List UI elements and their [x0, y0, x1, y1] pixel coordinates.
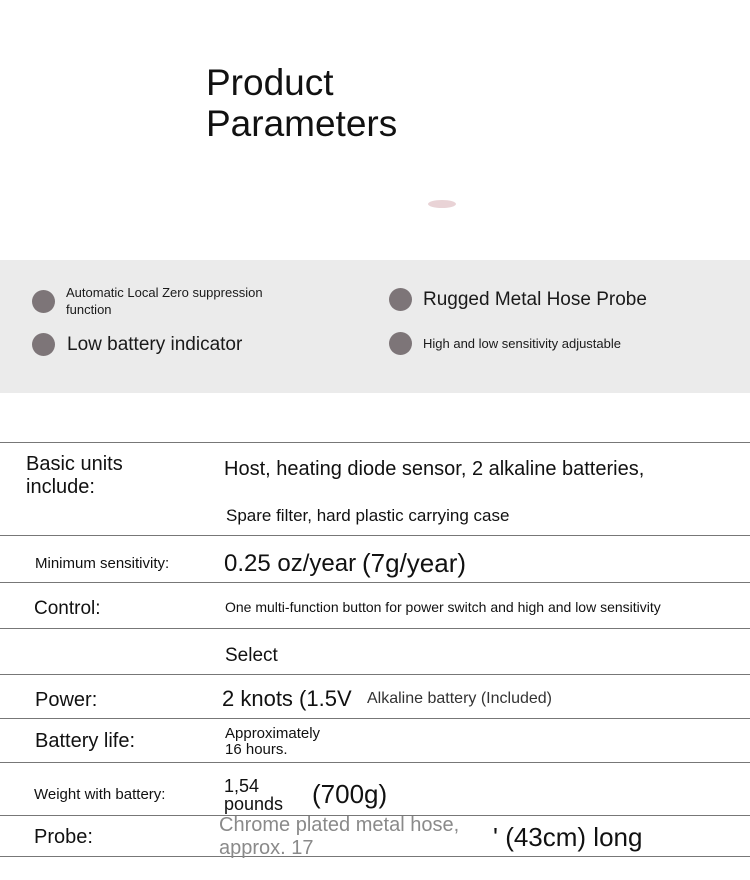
feature-label: Rugged Metal Hose Probe: [423, 288, 647, 310]
table-rule: [0, 442, 750, 443]
spec-label-weight: Weight with battery:: [34, 786, 166, 803]
feature-item: [389, 332, 621, 355]
bullet-icon: [32, 333, 55, 356]
feature-label: Low battery indicator: [67, 333, 243, 355]
table-rule: [0, 762, 750, 763]
decorative-smudge: [428, 200, 456, 208]
spec-label-basic-units: Basic units include:: [26, 453, 123, 498]
spec-label-battery-life: Battery life:: [35, 730, 136, 752]
feature-item: [389, 288, 647, 311]
table-rule: [0, 674, 750, 675]
spec-label-control: Control:: [34, 598, 101, 619]
spec-value-probe-length: approx. 17: [219, 837, 314, 859]
bullet-icon: [389, 288, 412, 311]
spec-value-control-extra: Select: [225, 645, 278, 666]
spec-value-probe: Chrome plated metal hose,: [219, 814, 460, 836]
feature-label: Automatic Local Zero suppression function: [66, 285, 263, 317]
table-rule: [0, 582, 750, 583]
spec-label-probe: Probe:: [34, 826, 93, 848]
spec-value-battery-life-hours: 16 hours.: [225, 741, 288, 758]
spec-value-basic-units-extra: Spare filter, hard plastic carrying case: [226, 506, 510, 525]
table-rule: [0, 718, 750, 719]
feature-band: [0, 260, 750, 393]
feature-label: High and low sensitivity adjustable: [423, 336, 621, 351]
spec-value-min-sensitivity-metric: (7g/year): [362, 548, 467, 578]
table-rule: [0, 628, 750, 629]
spec-value-control: One multi-function button for power switch and high and low sensitivity: [225, 599, 661, 615]
table-rule: [0, 535, 750, 536]
page-title: Product Parameters: [206, 62, 398, 144]
spec-value-weight-metric: (700g): [312, 779, 388, 809]
spec-value-power-battery: Alkaline battery (Included): [367, 690, 552, 707]
spec-label-min-sensitivity: Minimum sensitivity:: [35, 555, 170, 572]
spec-value-basic-units: Host, heating diode sensor, 2 alkaline batteries,: [224, 458, 645, 480]
bullet-icon: [389, 332, 412, 355]
feature-item: [32, 333, 242, 356]
spec-label-power: Power:: [35, 689, 98, 711]
spec-value-battery-life: Approximately: [225, 725, 321, 742]
spec-value-power: 2 knots (1.5V: [222, 686, 352, 711]
spec-value-weight-unit: pounds: [224, 794, 284, 814]
table-rule: [0, 856, 750, 857]
bullet-icon: [32, 290, 55, 313]
spec-value-weight: 1,54: [224, 776, 260, 796]
spec-value-min-sensitivity: 0.25 oz/year: [224, 550, 357, 577]
feature-item: [32, 284, 271, 318]
spec-value-probe-metric: ' (43cm) long: [493, 822, 643, 852]
